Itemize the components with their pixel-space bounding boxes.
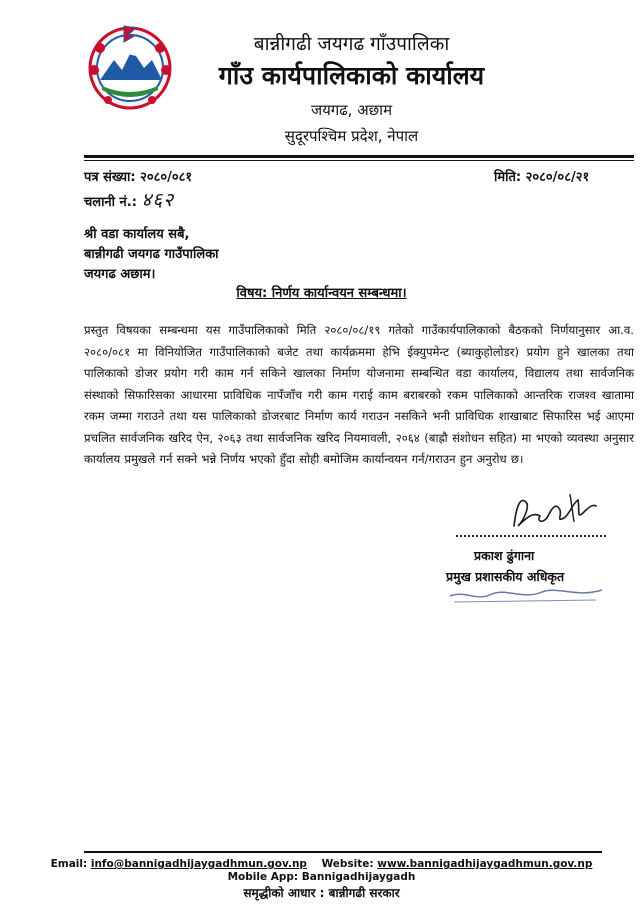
email-label: Email: bbox=[50, 858, 88, 870]
website-link[interactable]: www.bannigadhijaygadhmun.gov.np bbox=[377, 858, 593, 870]
dispatch-number-row bbox=[84, 186, 174, 212]
municipality-name: बान्नीगढी जयगढ गाँउपालिका bbox=[253, 33, 450, 55]
signatory-title: प्रमुख प्रशासकीय अधिकृत bbox=[446, 569, 565, 584]
footer-contact-row bbox=[0, 858, 643, 870]
letter-date: मिति: २०८०/०८/२१ bbox=[494, 170, 590, 185]
website-label: Website: bbox=[321, 858, 374, 870]
email-link[interactable]: info@bannigadhijaygadhmun.gov.np bbox=[90, 858, 307, 870]
mobile-app-line: Mobile App: Bannigadhijaygadh bbox=[227, 871, 416, 883]
office-stamp bbox=[446, 582, 606, 606]
letter-body: प्रस्तुत विषयका सम्बन्धमा यस गाउँपालिकाको मिति २०८०/०८/१९ गतेको गाउँकार्यपालिकाको बैठकको निर्णयानुसार आ.व. २०८०/०८१ मा विनियोजित गाउँपालिकाको बजेट तथा कार्यक्रममा हेभि ईक्युपमेन्ट (ब्याकुहोलोडर) प्रयोग हुने खालका तथा पालिकाको डोजर प्रयोग गरी काम गर्न सकिने खालका निर्माण योजनामा सम्बन्धित वडा कार्यालय, विद्यालय तथा सार्वजनिक संस्थाको सिफारिसका आधारमा प्राविधिक नापँजाँच गरी काम गराई काम बराबरको रकम पालिकाको आन्तरिक राजश्व खातामा रकम जम्मा गराउने तथा यस पालिकाको डोजरबाट निर्माण कार्य गराउन नसकिने भनी प्राविधिक शाखाबाट सिफारिस भई आएमा प्रचलित सार्वजनिक खरिद ऐन, २०६३ तथा सार्वजनिक खरिद नियमावली, २०६४ (बाह्रौ संशोधन सहित) मा भएको व्यवस्था अनुसार कार्यालय प्रमुखले गर्न सक्ने भन्ने निर्णय भएको हुँदा सोही बमोजिम कार्यान्वयन गर्न/गराउन हुन अनुरोध छ। bbox=[84, 323, 634, 466]
header-divider bbox=[84, 155, 634, 158]
office-title: गाँउ कार्यपालिकाको कार्यालय bbox=[218, 61, 485, 90]
office-location: जयगढ, अछाम bbox=[310, 101, 393, 119]
header-divider-thin bbox=[84, 160, 634, 161]
handwritten-signature bbox=[500, 486, 610, 538]
dispatch-label: चलानी नं.: bbox=[84, 195, 137, 210]
footer-slogan: समृद्धीको आधार : बान्नीगढी सरकार bbox=[243, 886, 400, 900]
reference-number: पत्र संख्या: २०८०/०८१ bbox=[84, 170, 193, 185]
subject-line bbox=[0, 283, 643, 301]
footer-divider bbox=[84, 851, 602, 853]
addressee-line-2: बान्नीगढी जयगढ गाउँपालिका bbox=[84, 247, 219, 262]
office-province: सुदूरपश्चिम प्रदेश, नेपाल bbox=[284, 127, 419, 145]
subject-text: विषय: निर्णय कार्यान्वयन सम्बन्धमा। bbox=[236, 286, 407, 301]
signature-line bbox=[456, 535, 606, 537]
signatory-name: प्रकाश ढुंगाना bbox=[474, 548, 535, 563]
addressee-line-3: जयगढ अछाम। bbox=[84, 267, 156, 282]
dispatch-number-handwritten: ४६२ bbox=[141, 189, 175, 211]
addressee-line-1: श्री वडा कार्यालय सबै, bbox=[84, 227, 190, 242]
